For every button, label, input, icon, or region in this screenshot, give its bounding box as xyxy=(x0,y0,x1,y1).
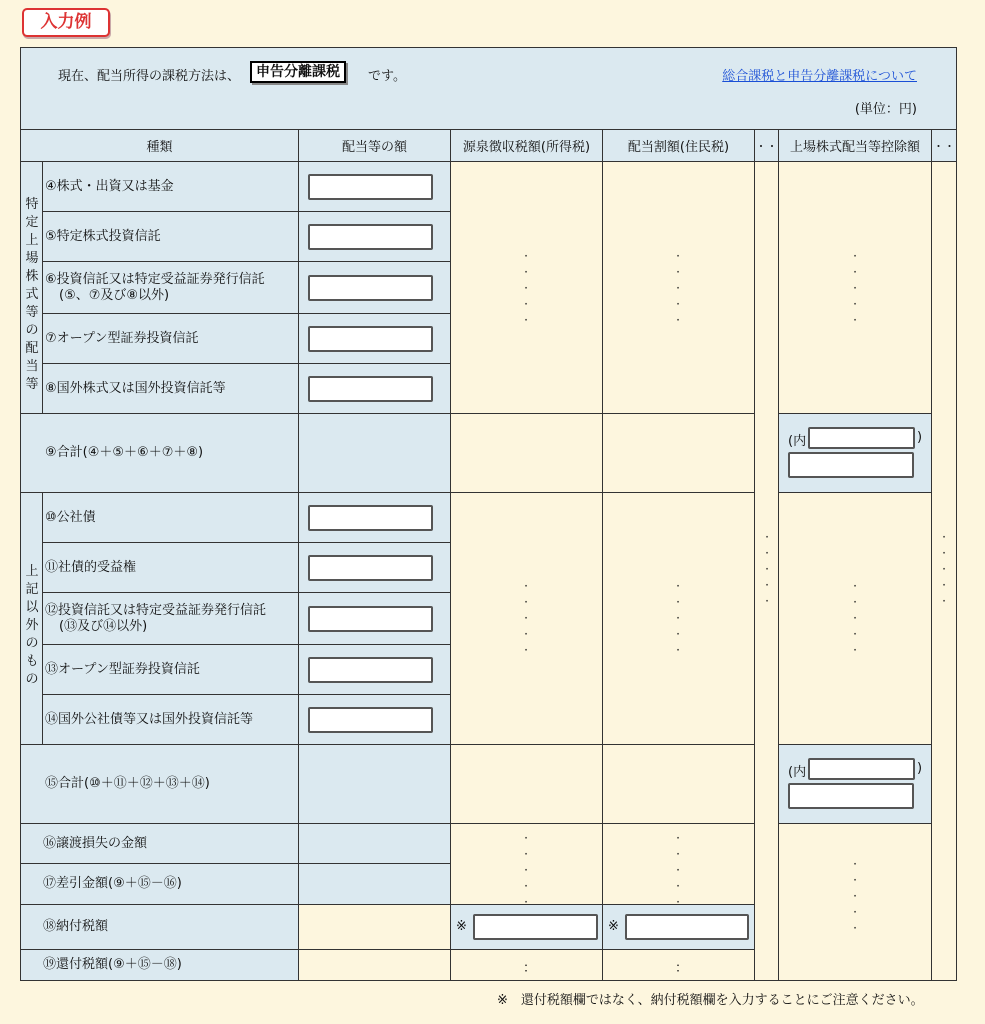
collapsed-dots: · · · · · xyxy=(853,249,857,327)
row-label-10-text: ⑩公社債 xyxy=(45,509,96,525)
tax-method-prefix: 現在、配当所得の課税方法は、 xyxy=(58,69,241,84)
row-label-9-text: ⑨合計(④＋⑤＋⑥＋⑦＋⑧) xyxy=(45,445,204,460)
tax-method-help-link[interactable]: 総合課税と申告分離課税について xyxy=(722,69,917,84)
footnote: ※ 還付税額欄ではなく、納付税額欄を入力することにご注意ください。 xyxy=(497,993,924,1008)
row-label-18-text: ⑱納付税額 xyxy=(43,919,109,934)
row-label-14-text: ⑭国外公社債等又は国外投資信託等 xyxy=(45,711,254,727)
row-label-17-text: ⑰差引金額(⑨＋⑮－⑯) xyxy=(43,876,182,891)
collapsed-dots: · · · · · xyxy=(676,831,680,909)
inner-open-9: (内 xyxy=(788,434,807,449)
col-header-residence-text: 配当割額(住民税) xyxy=(627,140,730,155)
collapsed-dots: · · · · · xyxy=(853,857,857,935)
group-listed-label: 特定上場株式等の配当等 xyxy=(25,197,39,392)
col-header-deduction-text: 上場株式配当等控除額 xyxy=(789,140,920,155)
row-label-13-text: ⑬オープン型証券投資信託 xyxy=(45,661,200,677)
collapsed-dots: · · · · · xyxy=(524,831,528,909)
row-label-4-text: ④株式・出資又は基金 xyxy=(45,178,174,194)
row-label-16-text: ⑯譲渡損失の金額 xyxy=(43,835,148,851)
example-badge: 入力例 xyxy=(22,8,110,37)
collapsed-dots: · · · · · xyxy=(676,249,680,327)
tax-method-value: 申告分離課税 xyxy=(250,61,346,83)
note-mark-withholding: ※ xyxy=(456,919,467,934)
col-header-dividend-text: 配当等の額 xyxy=(341,140,407,155)
row-label-6-subtext: (⑤、⑦及び⑧以外) xyxy=(59,287,170,303)
row-label-5-text: ⑤特定株式投資信託 xyxy=(45,228,161,244)
inner-close-9: ) xyxy=(917,430,923,445)
inner-open-15: (内 xyxy=(788,765,807,780)
tax-method-suffix: です。 xyxy=(368,69,406,84)
row-label-6-text: ⑥投資信託又は特定受益証券発行信託 xyxy=(45,271,265,287)
col-header-kind-text: 種類 xyxy=(146,140,173,155)
collapsed-dots: · · · · · xyxy=(853,579,857,657)
row-label-19-text: ⑲還付税額(⑨＋⑮－⑱) xyxy=(43,957,182,972)
collapsed-dots: · · · · · xyxy=(524,579,528,657)
result-table-frame xyxy=(20,47,957,981)
inner-close-15: ) xyxy=(917,761,923,776)
collapsed-dots: · · · · · xyxy=(765,530,769,608)
collapsed-dots: · · · · · xyxy=(524,249,528,327)
group-other-label: 上記以外のもの xyxy=(25,564,39,687)
row-label-15-text: ⑮合計(⑩＋⑪＋⑫＋⑬＋⑭) xyxy=(45,776,210,791)
row-label-12-text: ⑫投資信託又は特定受益証券発行信託 xyxy=(45,602,267,618)
row-label-11-text: ⑪社債的受益権 xyxy=(45,559,137,575)
collapsed-dots: · · · · · xyxy=(676,579,680,657)
row-label-7-text: ⑦オープン型証券投資信託 xyxy=(45,330,199,346)
note-mark-residence: ※ xyxy=(608,919,619,934)
col-collapsed-1-text: ・・ xyxy=(755,139,778,153)
withholding-19-colon: ： xyxy=(523,961,537,976)
col-collapsed-2-text: ・・ xyxy=(933,139,955,153)
residence-19-colon: ： xyxy=(675,961,689,976)
collapsed-dots: · · · · · xyxy=(942,530,946,608)
row-label-8-text: ⑧国外株式又は国外投資信託等 xyxy=(45,380,226,396)
unit-label: (単位：円) xyxy=(854,102,917,117)
col-header-withholding-text: 源泉徴収税額(所得税) xyxy=(462,140,591,155)
row-label-12-subtext: (⑬及び⑭以外) xyxy=(59,618,148,634)
